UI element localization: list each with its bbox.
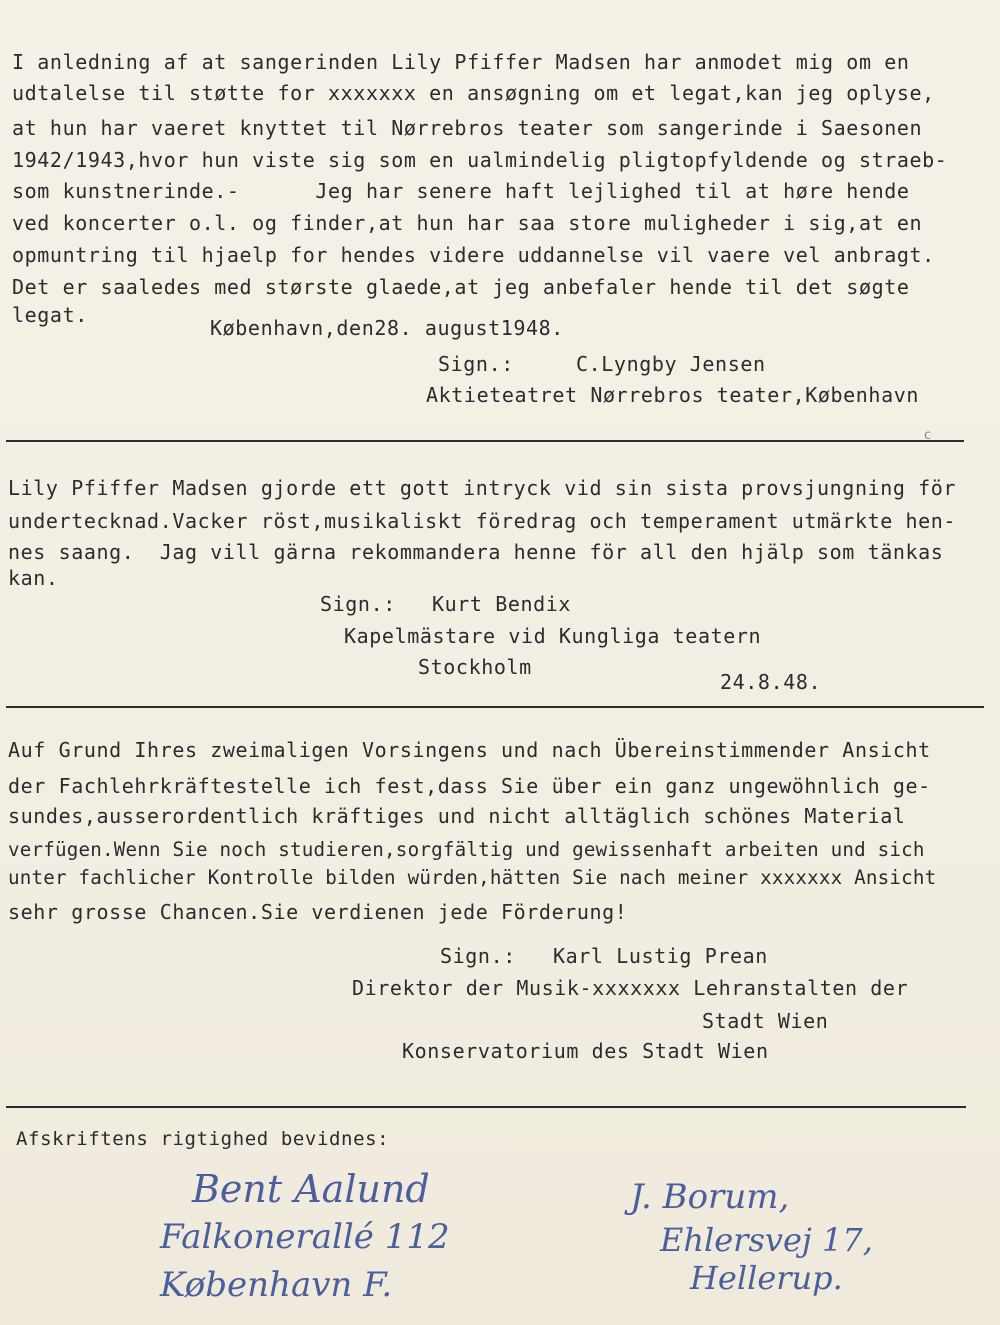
danish-line-4: 1942/1943,hvor hun viste sig som en ualmindelig pligtopfyldende og straeb- <box>12 148 948 172</box>
german-title-2: Stadt Wien <box>702 1009 829 1033</box>
danish-line-3: at hun har vaeret knyttet til Nørrebros teater som sangerinde i Saesonen <box>12 116 923 140</box>
german-line-3: sundes,ausserordentlich kräftiges und nicht alltäglich schönes Material <box>8 804 906 828</box>
witness-right-city: Hellerup. <box>690 1259 843 1297</box>
danish-place-date: København,den28. august1948. <box>210 316 564 340</box>
danish-line-6: ved koncerter o.l. og finder,at hun har saa store muligheder i sig,at en <box>12 211 923 235</box>
swedish-date: 24.8.48. <box>720 670 822 694</box>
danish-line-2: udtalelse til støtte for xxxxxxx en ansøgning om et legat,kan jeg oplyse, <box>12 81 935 105</box>
danish-line-5: som kunstnerinde.- Jeg har senere haft lejlighed til at høre hende <box>12 179 910 203</box>
witness-right-name: J. Borum, <box>630 1177 790 1217</box>
swedish-line-2: undertecknad.Vacker röst,musikaliskt föredrag och temperament utmärkte hen- <box>8 509 957 533</box>
swedish-line-3: nes saang. Jag vill gärna rekommandera henne för all den hjälp som tänkas <box>8 540 944 564</box>
danish-line-9: legat. <box>12 303 88 327</box>
swedish-sign-label: Sign.: <box>320 592 396 616</box>
german-title-3: Konservatorium des Stadt Wien <box>402 1039 769 1063</box>
danish-sign-label: Sign.: <box>438 352 514 376</box>
witness-left-name: Bent Aalund <box>192 1167 430 1211</box>
danish-line-1: I anledning af at sangerinden Lily Pfiffer Madsen har anmodet mig om en <box>12 50 910 74</box>
danish-institution: Aktieteatret Nørrebros teater,København <box>426 383 919 407</box>
german-sign-label: Sign.: <box>440 944 516 968</box>
small-mark: c <box>924 428 932 443</box>
witness-left-street: Falkonerallé 112 <box>160 1217 450 1257</box>
divider-2 <box>6 706 984 708</box>
german-line-2: der Fachlehrkräftestelle ich fest,dass Sie über ein ganz ungewöhnlich ge- <box>8 774 931 798</box>
german-line-5: unter fachlicher Kontrolle bilden würden,hätten Sie nach meiner xxxxxxx Ansicht <box>8 866 937 889</box>
danish-line-7: opmuntring til hjaelp for hendes videre uddannelse vil vaere vel anbragt. <box>12 243 935 267</box>
swedish-line-4: kan. <box>8 566 59 590</box>
german-line-6: sehr grosse Chancen.Sie verdienen jede Förderung! <box>8 900 628 924</box>
swedish-line-1: Lily Pfiffer Madsen gjorde ett gott intryck vid sin sista provsjungning för <box>8 476 957 500</box>
german-line-1: Auf Grund Ihres zweimaligen Vorsingens und nach Übereinstimmender Ansicht <box>8 738 931 762</box>
german-title-1: Direktor der Musik-xxxxxxx Lehranstalten der <box>352 976 909 1000</box>
attestation-line: Afskriftens rigtighed bevidnes: <box>16 1128 390 1150</box>
divider-1 <box>6 440 964 442</box>
swedish-signer: Kurt Bendix <box>432 592 572 616</box>
danish-line-8: Det er saaledes med største glaede,at jeg anbefaler hende til det søgte <box>12 275 910 299</box>
witness-left-city: København F. <box>160 1265 393 1305</box>
danish-signer: C.Lyngby Jensen <box>576 352 766 376</box>
german-line-4: verfügen.Wenn Sie noch studieren,sorgfältig und gewissenhaft arbeiten und sich <box>8 838 925 861</box>
witness-right-street: Ehlersvej 17, <box>660 1221 873 1259</box>
swedish-title: Kapelmästare vid Kungliga teatern <box>344 624 762 648</box>
divider-3 <box>6 1106 966 1108</box>
german-signer: Karl Lustig Prean <box>553 944 768 968</box>
swedish-city: Stockholm <box>418 655 532 679</box>
